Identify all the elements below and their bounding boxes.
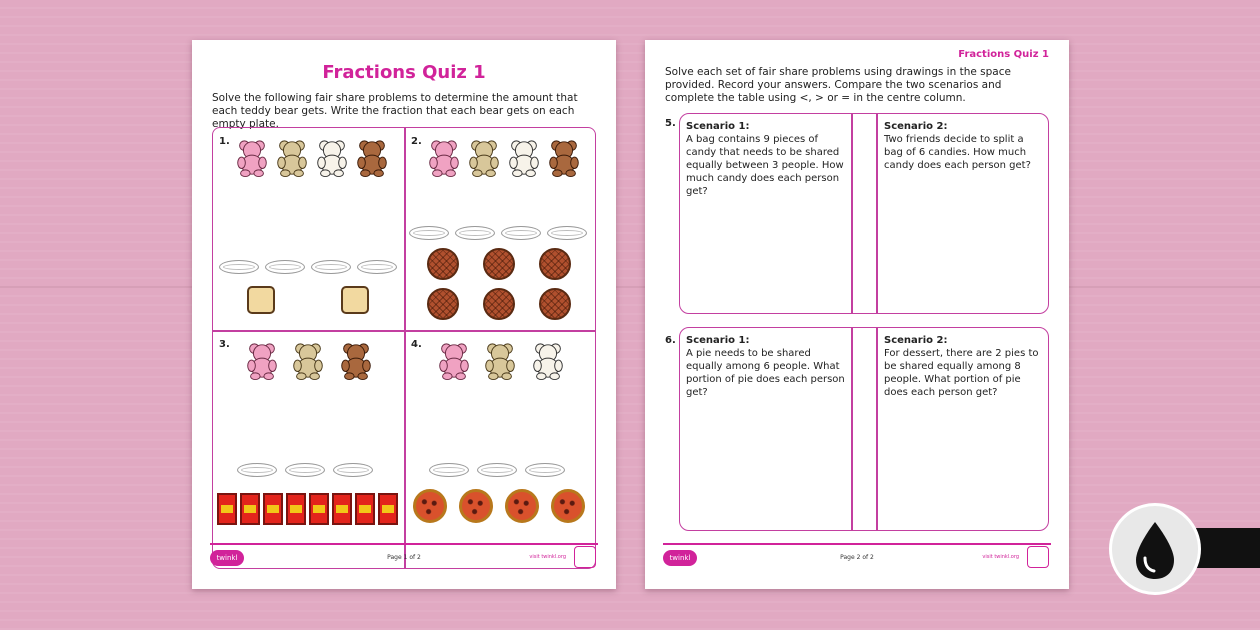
chips-bag-icon xyxy=(332,493,352,525)
worksheet-page-1 xyxy=(192,40,616,589)
scenario-2-column xyxy=(884,120,1042,172)
pink-bear-icon xyxy=(427,138,461,178)
footer-divider xyxy=(210,543,598,545)
tan-bear-icon xyxy=(291,341,325,381)
scenario-text: Two friends decide to split a bag of 6 candies. How much candy does each person get? xyxy=(884,134,1031,171)
scenario-1-column xyxy=(686,334,846,399)
scenario-2-column xyxy=(884,334,1044,399)
cookie-icon xyxy=(539,288,571,320)
toast-icon xyxy=(341,286,369,314)
instructions: Solve each set of fair share problems using drawings in the space provided. Record your answers. Compare the two scenarios and complete the table using <, > or = in the centre column. xyxy=(665,66,1011,104)
tan-bear-icon xyxy=(467,138,501,178)
white-bear-icon xyxy=(507,138,541,178)
scenario-label: Scenario 1: xyxy=(686,335,750,346)
empty-plate xyxy=(311,260,351,274)
pizza-icon xyxy=(551,489,585,523)
tan-bear-icon xyxy=(275,138,309,178)
ink-drop-badge xyxy=(1109,503,1201,595)
pizza-icon xyxy=(413,489,447,523)
cookie-icon xyxy=(427,248,459,280)
pink-bear-icon xyxy=(245,341,279,381)
chips-bag-icon xyxy=(378,493,398,525)
tan-bear-icon xyxy=(483,341,517,381)
question-1-cell xyxy=(213,128,404,330)
instructions: Solve the following fair share problems to determine the amount that each teddy bear gets. Write the fraction that each bear gets on each empty plate. xyxy=(212,92,578,130)
twinkl-logo: twinkl xyxy=(663,550,697,566)
brown-bear-icon xyxy=(339,341,373,381)
white-bear-icon xyxy=(315,138,349,178)
brown-bear-icon xyxy=(547,138,581,178)
pizza-icon xyxy=(505,489,539,523)
empty-plate xyxy=(285,463,325,477)
question-number: 6. xyxy=(665,335,676,346)
empty-plate xyxy=(501,226,541,240)
pink-bear-icon xyxy=(235,138,269,178)
brown-bear-icon xyxy=(355,138,389,178)
scenario-1-column xyxy=(686,120,846,198)
scenario-box-5 xyxy=(679,113,1049,314)
empty-plate xyxy=(409,226,449,240)
quiz-title: Fractions Quiz 1 xyxy=(322,62,486,83)
quality-badge-icon xyxy=(1027,546,1049,568)
question-3-cell xyxy=(213,331,404,568)
chips-bag-icon xyxy=(240,493,260,525)
question-number: 1. xyxy=(219,136,230,147)
question-grid xyxy=(212,127,596,569)
footer-divider xyxy=(663,543,1051,545)
empty-plate xyxy=(547,226,587,240)
toast-icon xyxy=(247,286,275,314)
quality-badge-icon xyxy=(574,546,596,568)
scenario-text: A bag contains 9 pieces of candy that needs to be shared equally between 3 people. How much candy does each person get? xyxy=(686,134,844,197)
cookie-icon xyxy=(539,248,571,280)
empty-plate xyxy=(265,260,305,274)
question-number: 2. xyxy=(411,136,422,147)
cookie-icon xyxy=(483,288,515,320)
cookie-icon xyxy=(427,288,459,320)
scenario-text: A pie needs to be shared equally among 6 people. What portion of pie does each person get? xyxy=(686,348,845,398)
question-number: 5. xyxy=(665,118,676,129)
pizza-icon xyxy=(459,489,493,523)
pink-bear-icon xyxy=(437,341,471,381)
scenario-label: Scenario 2: xyxy=(884,335,948,346)
empty-plate xyxy=(237,463,277,477)
chips-bag-icon xyxy=(217,493,237,525)
question-2-cell xyxy=(405,128,596,330)
scenario-box-6 xyxy=(679,327,1049,531)
page-header: Fractions Quiz 1 xyxy=(958,49,1049,60)
ink-drop-icon xyxy=(1112,506,1198,592)
empty-plate xyxy=(357,260,397,274)
page-number: Page 2 of 2 xyxy=(840,554,874,561)
white-bear-icon xyxy=(531,341,565,381)
empty-plate xyxy=(455,226,495,240)
chips-bag-icon xyxy=(286,493,306,525)
worksheet-page-2 xyxy=(645,40,1069,589)
question-number: 3. xyxy=(219,339,230,350)
empty-plate xyxy=(525,463,565,477)
ink-badge-bar xyxy=(1195,528,1260,568)
empty-plate xyxy=(333,463,373,477)
empty-plate xyxy=(477,463,517,477)
empty-plate xyxy=(429,463,469,477)
question-number: 4. xyxy=(411,339,422,350)
twinkl-logo: twinkl xyxy=(210,550,244,566)
page-number: Page 1 of 2 xyxy=(387,554,421,561)
scenario-text: For dessert, there are 2 pies to be shared equally among 8 people. What portion of pie does each person get? xyxy=(884,348,1039,398)
footer-url: visit twinkl.org xyxy=(529,554,566,560)
question-4-cell xyxy=(405,331,596,568)
chips-bag-icon xyxy=(263,493,283,525)
scenario-label: Scenario 2: xyxy=(884,121,948,132)
empty-plate xyxy=(219,260,259,274)
chips-bag-icon xyxy=(355,493,375,525)
scenario-label: Scenario 1: xyxy=(686,121,750,132)
footer-url: visit twinkl.org xyxy=(982,554,1019,560)
chips-bag-icon xyxy=(309,493,329,525)
cookie-icon xyxy=(483,248,515,280)
